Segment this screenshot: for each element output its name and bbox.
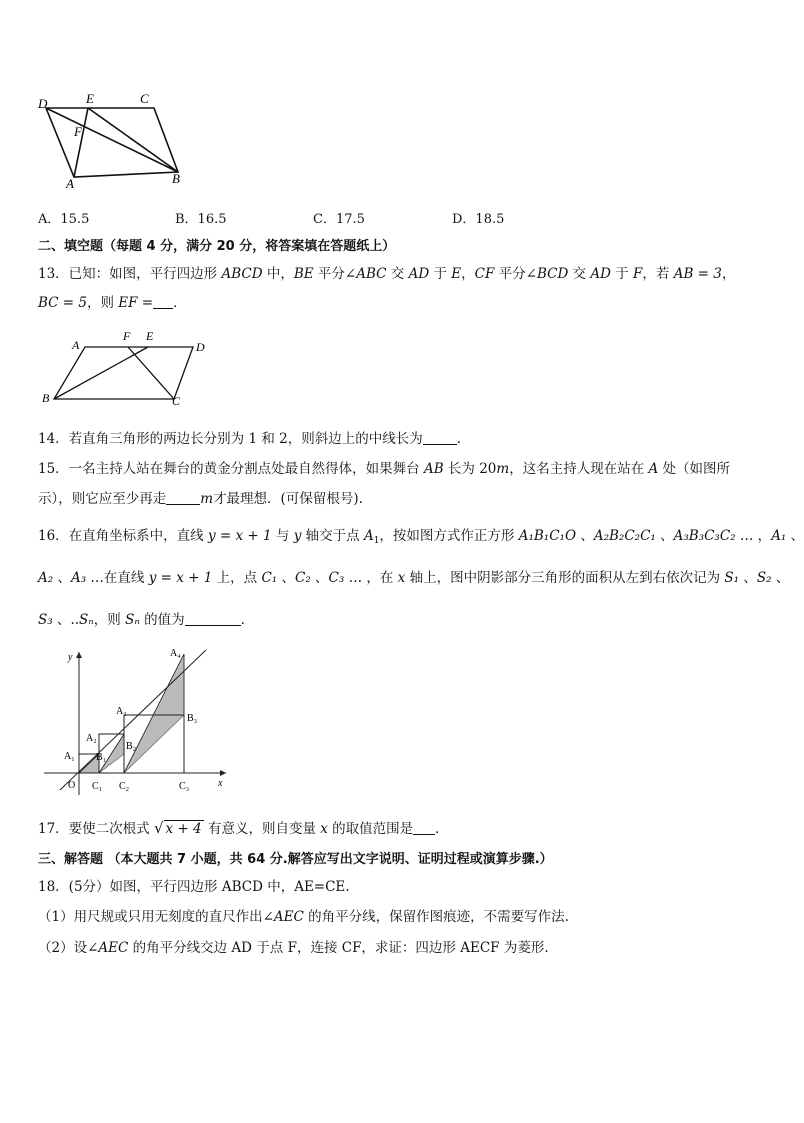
label-D: D [196, 340, 205, 354]
q16-line2: A₂ 、A₃ …在直线 y = x + 1 上，点 C₁ 、C₂ 、C₃ … ，在 x 轴上，图中阴影部分三角形的面积从左到右依次记为 S₁ 、S₂ 、 [38, 570, 790, 586]
label-x: x [218, 778, 223, 789]
label-A2: A₂ [86, 733, 97, 744]
label-C: C [172, 394, 181, 408]
label-D: D [38, 96, 48, 111]
q16-line1: 16．在直角坐标系中，直线 y = x + 1 与 y 轴交于点 $A_1$，按如图方式作正方形 A₁B₁C₁O 、A₂B₂C₂C₁ 、A₃B₃C₃C₂ … ，A₁ 、 [38, 528, 804, 546]
figure-q12-parallelogram [36, 90, 196, 190]
label-C1: C₁ [92, 781, 103, 792]
label-A: A [66, 176, 74, 191]
label-F: F [123, 329, 131, 343]
answer-blank [153, 296, 173, 309]
label-A: A [72, 338, 80, 352]
q13-line2: BC = 5，则 EF = ． [38, 295, 187, 311]
label-B2: B₂ [126, 741, 137, 752]
section-3-title: 三、解答题 （本大题共 7 小题，共 64 分.解答应写出文字说明、证明过程或演算步骤.） [38, 852, 553, 867]
q17: 17．要使二次根式 √ x + 4 有意义，则自变量 x 的取值范围是 ． [38, 819, 449, 837]
q15-line1: 15．一名主持人站在舞台的黄金分割点处最自然得体，如果舞台 AB 长为 20m，这名主持人现在站在 A 处（如图所 [38, 461, 731, 477]
q18-intro: 18．(5分）如图，平行四边形 ABCD 中，AE=CE. [38, 879, 350, 895]
q13-line1: 13．已知：如图，平行四边形 ABCD 中，BE 平分∠ABC 交 AD 于 E，CF 平分∠BCD 交 AD 于 F，若 AB = 3， [38, 266, 736, 282]
label-y: y [68, 652, 73, 663]
label-B: B [42, 391, 50, 405]
option-a: A．15.5 [38, 212, 90, 227]
q14: 14．若直角三角形的两边长分别为 1 和 2，则斜边上的中线长为 . [38, 431, 462, 447]
label-C2: C₂ [119, 781, 130, 792]
label-C3: C₃ [179, 781, 190, 792]
answer-blank [423, 432, 457, 445]
q18-part2: （2）设∠AEC 的角平分线交边 AD 于点 F，连接 CF，求证：四边形 AECF 为菱形. [38, 940, 549, 956]
q16-line3: S₃ 、..Sₙ，则 Sₙ 的值为 ． [38, 612, 255, 628]
answer-blank [185, 613, 241, 626]
q18-part1: （1）用尺规或只用无刻度的直尺作出∠AEC 的角平分线，保留作图痕迹，不需要写作法. [38, 909, 569, 925]
figure-q13-parallelogram [38, 325, 223, 413]
label-A3: A₃ [116, 706, 127, 717]
answer-blank [166, 492, 200, 505]
label-B1: B₁ [96, 752, 107, 763]
option-c: C．17.5 [313, 212, 365, 227]
option-b: B．16.5 [175, 212, 227, 227]
figure-q16-coordinate-squares [38, 640, 238, 800]
label-O: O [68, 780, 76, 791]
section-2-title: 二、填空题（每题 4 分，满分 20 分，将答案填在答题纸上） [38, 239, 396, 254]
label-A4: A₄ [170, 648, 181, 659]
label-A1: A₁ [64, 751, 75, 762]
label-B3: B₃ [187, 713, 198, 724]
label-B: B [172, 171, 180, 186]
label-E: E [146, 329, 154, 343]
q15-line2: 示），则它应至少再走 m才最理想．(可保留根号). [38, 491, 363, 507]
label-E: E [86, 91, 94, 106]
option-d: D．18.5 [452, 212, 505, 227]
answer-blank [413, 822, 435, 835]
label-C: C [140, 91, 149, 106]
label-F: F [74, 124, 82, 139]
